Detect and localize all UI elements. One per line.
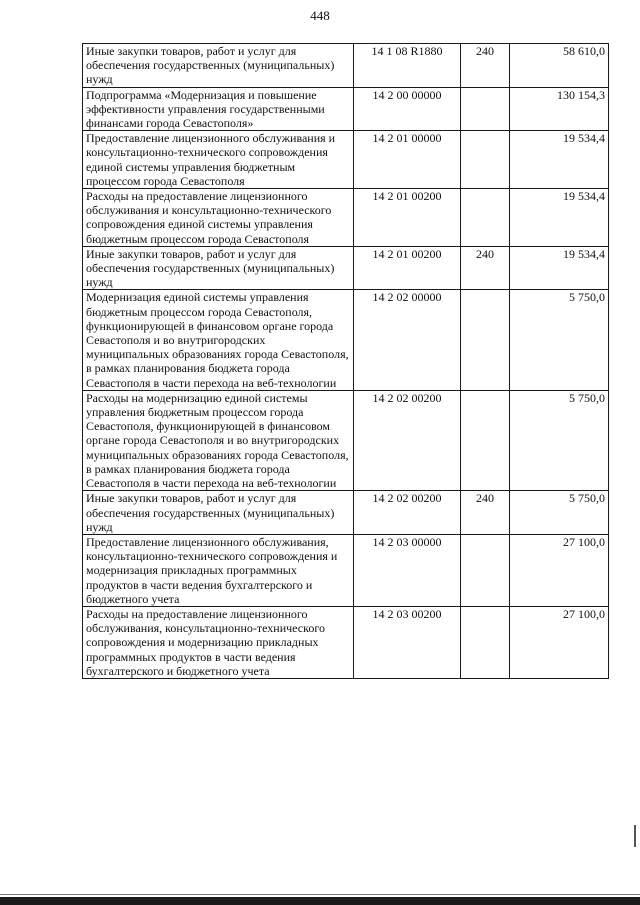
row-name: Подпрограмма «Модернизация и повышение эффективности управления государственными финансами города Севастополя» (83, 87, 354, 131)
table-row (83, 491, 609, 535)
row-code: 14 2 03 00200 (354, 606, 461, 678)
row-amount: 5 750,0 (510, 491, 609, 535)
table-row (83, 290, 609, 390)
row-amount: 58 610,0 (510, 44, 609, 88)
table-row (83, 390, 609, 490)
row-code: 14 2 00 00000 (354, 87, 461, 131)
row-expense-type (461, 606, 510, 678)
row-name: Модернизация единой системы управления бюджетным процессом города Севастополя, функционирующей в финансовом органе города Севастополя и во внутригородских муниципальных образованиях города Севастополя, в рамках планирования бюджета города Севастополя в части перехода на веб-технологии (83, 290, 354, 390)
row-amount: 19 534,4 (510, 246, 609, 290)
row-expense-type: 240 (461, 44, 510, 88)
row-code: 14 1 08 R1880 (354, 44, 461, 88)
row-amount: 5 750,0 (510, 390, 609, 490)
scan-edge-mark (634, 825, 636, 847)
table-row (83, 606, 609, 678)
row-amount: 19 534,4 (510, 189, 609, 247)
row-name: Расходы на предоставление лицензионного обслуживания и консультационно-технического сопровождения единой системы управления бюджетным процессом города Севастополя (83, 189, 354, 247)
row-expense-type (461, 290, 510, 390)
row-expense-type (461, 131, 510, 189)
row-name: Расходы на модернизацию единой системы управления бюджетным процессом города Севастополя, функционирующей в финансовом органе города Севастополя и во внутригородских муниципальных образованиях города Севастополя, в рамках планирования бюджета города Севастополя в части перехода на веб-технологии (83, 390, 354, 490)
row-code: 14 2 02 00200 (354, 491, 461, 535)
row-amount: 5 750,0 (510, 290, 609, 390)
row-name: Расходы на предоставление лицензионного обслуживания, консультационно-технического сопровождения и модернизацию прикладных программных продуктов в части ведения бухгалтерского и бюджетного учета (83, 606, 354, 678)
row-expense-type (461, 189, 510, 247)
budget-table (82, 43, 609, 679)
scan-bottom-line (0, 894, 640, 895)
row-expense-type (461, 87, 510, 131)
row-name: Иные закупки товаров, работ и услуг для обеспечения государственных (муниципальных) нужд (83, 246, 354, 290)
row-code: 14 2 01 00200 (354, 246, 461, 290)
row-code: 14 2 01 00000 (354, 131, 461, 189)
row-name: Предоставление лицензионного обслуживания, консультационно-технического сопровождения и модернизация прикладных программных продуктов в части ведения бухгалтерского и бюджетного учета (83, 534, 354, 606)
row-name: Предоставление лицензионного обслуживания и консультационно-технического сопровождения единой системы управления бюджетным процессом города Севастополя (83, 131, 354, 189)
row-expense-type (461, 534, 510, 606)
table-row (83, 189, 609, 247)
table-row (83, 87, 609, 131)
scan-bottom-stripe (0, 897, 640, 905)
row-amount: 19 534,4 (510, 131, 609, 189)
row-amount: 27 100,0 (510, 606, 609, 678)
table-row (83, 131, 609, 189)
row-expense-type: 240 (461, 491, 510, 535)
row-expense-type (461, 390, 510, 490)
table-row (83, 534, 609, 606)
row-code: 14 2 03 00000 (354, 534, 461, 606)
row-code: 14 2 01 00200 (354, 189, 461, 247)
row-expense-type: 240 (461, 246, 510, 290)
row-amount: 27 100,0 (510, 534, 609, 606)
table-row (83, 246, 609, 290)
page-number: 448 (310, 8, 330, 23)
row-name: Иные закупки товаров, работ и услуг для обеспечения государственных (муниципальных) нужд (83, 491, 354, 535)
row-code: 14 2 02 00000 (354, 290, 461, 390)
row-code: 14 2 02 00200 (354, 390, 461, 490)
row-name: Иные закупки товаров, работ и услуг для обеспечения государственных (муниципальных) нужд (83, 44, 354, 88)
row-amount: 130 154,3 (510, 87, 609, 131)
table-row (83, 44, 609, 88)
